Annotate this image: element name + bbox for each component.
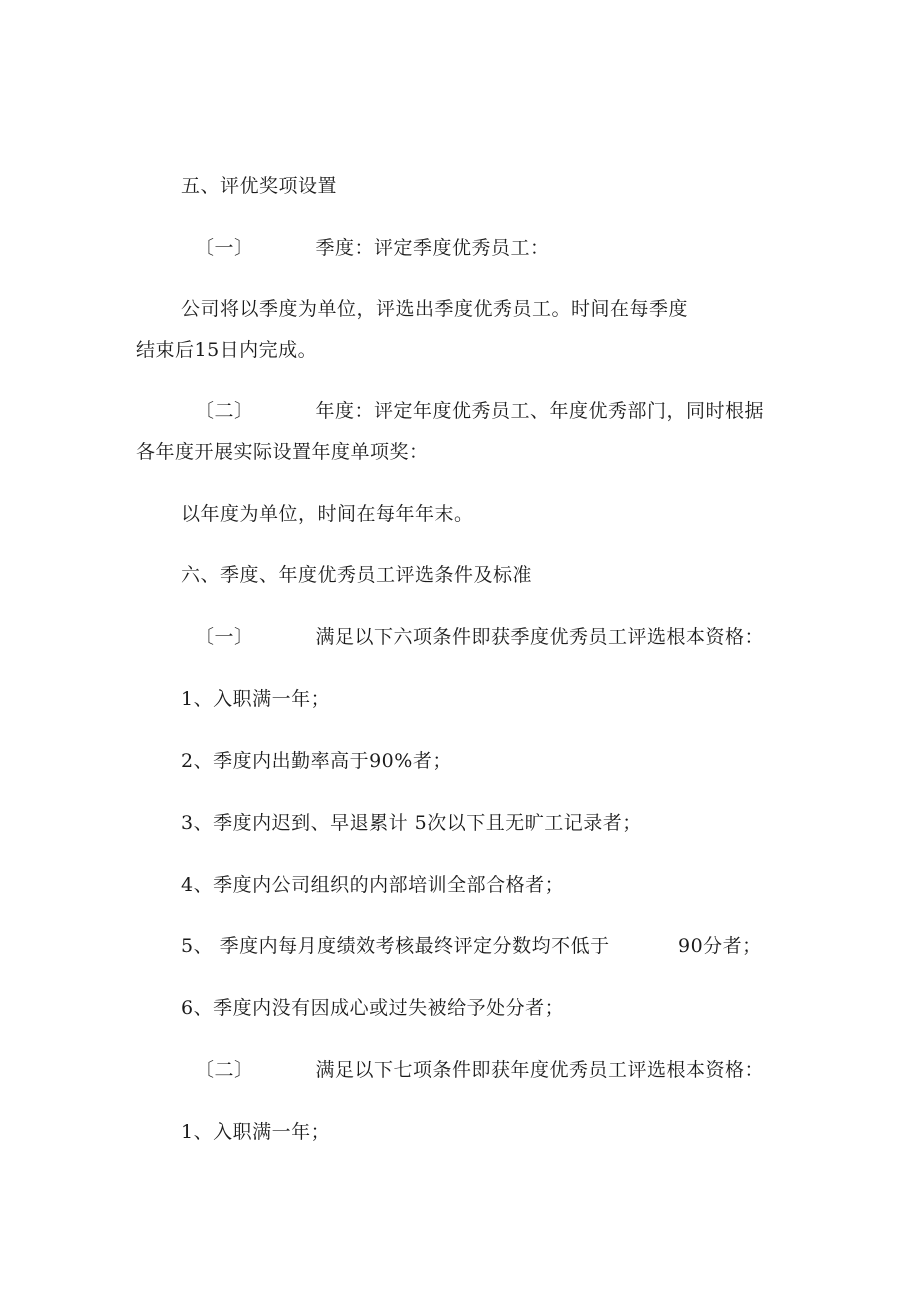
item-number: 〔一〕 xyxy=(195,626,254,648)
section-5-item-1-body-line-1: 公司将以季度为单位，评选出季度优秀员工。时间在每季度 xyxy=(181,298,689,320)
section-6-item-1 xyxy=(195,625,764,649)
section-5-item-2-body: 以年度为单位，时间在每年年末。 xyxy=(181,503,474,525)
quarterly-condition-5: 5、 季度内每月度绩效考核最终评定分数均不低于 xyxy=(181,935,610,957)
section-6-item-2 xyxy=(195,1058,764,1082)
item-number: 〔一〕 xyxy=(195,237,254,259)
section-6-heading: 六、季度、年度优秀员工评选条件及标准 xyxy=(181,564,533,586)
annual-condition-1: 1、入职满一年； xyxy=(181,1121,331,1143)
item-title: 满足以下六项条件即获季度优秀员工评选根本资格： xyxy=(315,626,765,648)
item-title: 满足以下七项条件即获年度优秀员工评选根本资格： xyxy=(315,1059,765,1081)
section-5-heading: 五、评优奖项设置 xyxy=(181,175,338,197)
section-5-item-1 xyxy=(195,236,550,260)
quarterly-condition-3: 3、季度内迟到、早退累计 5次以下且无旷工记录者； xyxy=(181,812,642,834)
item-title: 年度：评定年度优秀员工、年度优秀部门，同时根据 xyxy=(315,400,765,422)
quarterly-condition-5-score: 90分者； xyxy=(678,935,762,957)
quarterly-condition-6: 6、季度内没有因成心或过失被给予处分者； xyxy=(181,997,565,1019)
item-number: 〔二〕 xyxy=(195,400,254,422)
quarterly-condition-4: 4、季度内公司组织的内部培训全部合格者； xyxy=(181,874,565,896)
section-5-item-2-title-line-2: 各年度开展实际设置年度单项奖： xyxy=(136,441,429,463)
item-number: 〔二〕 xyxy=(195,1059,254,1081)
section-5-item-1-body-line-2: 结束后15日内完成。 xyxy=(136,339,318,361)
quarterly-condition-1: 1、入职满一年； xyxy=(181,688,331,710)
item-title: 季度：评定季度优秀员工： xyxy=(315,237,550,259)
quarterly-condition-2: 2、季度内出勤率高于90%者； xyxy=(181,750,452,772)
section-5-item-2 xyxy=(195,399,764,423)
